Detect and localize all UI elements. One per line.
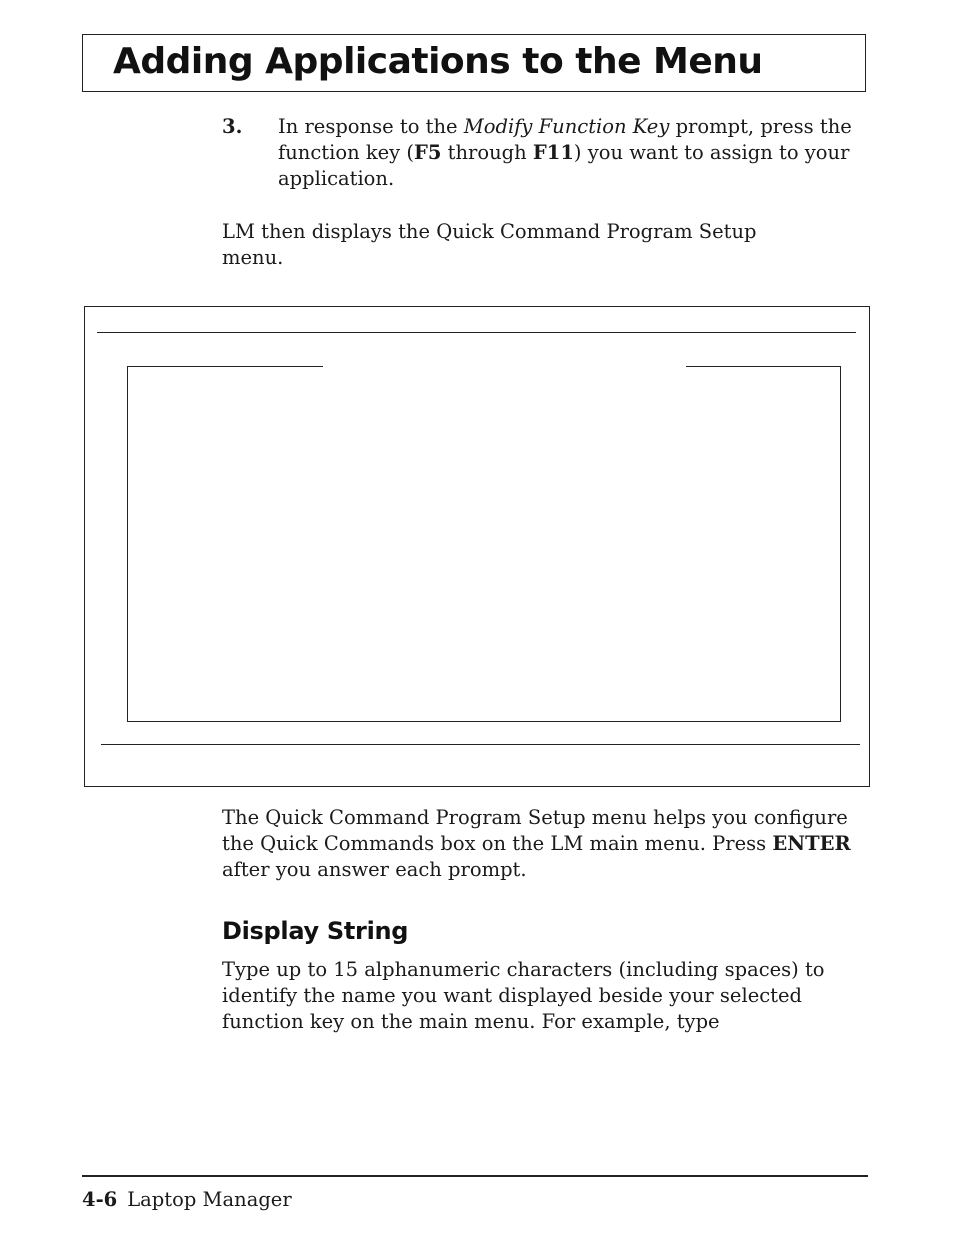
section-heading: Display String [222, 917, 409, 945]
manual-title: Laptop Manager [127, 1188, 292, 1211]
step-text-after: ) you want to assign to your application. [278, 141, 850, 190]
page-title: Adding Applications to the Menu [113, 41, 763, 82]
page-title-box [82, 34, 866, 92]
description-paragraph [222, 805, 872, 883]
page-footer [82, 1188, 292, 1211]
step-text-mid2: through [441, 141, 533, 164]
setup-menu-top-right-border [686, 366, 841, 367]
description-text-before: The Quick Command Program Setup menu helps you configure the Quick Commands box on the LM main menu. Press [222, 806, 848, 855]
key-end: F11 [532, 141, 574, 164]
section-body: Type up to 15 alphanumeric characters (including spaces) to identify the name you want displayed beside your selected function key on the main menu. For example, type [222, 958, 825, 1033]
step-number: 3. [222, 115, 243, 138]
page-number: 4-6 [82, 1188, 118, 1211]
setup-menu-box [127, 366, 841, 722]
description-text-after: after you answer each prompt. [222, 858, 527, 881]
screen-top-divider [97, 332, 856, 333]
step-text-before: In response to the [278, 115, 464, 138]
prompt-name: Modify Function Key [463, 115, 670, 138]
setup-menu-top-left-border [127, 366, 323, 367]
step-text-mid1: prompt, press the function key ( [278, 115, 852, 164]
footer-rule [82, 1175, 868, 1177]
screen-bottom-divider [101, 744, 860, 745]
step-text [278, 114, 868, 192]
enter-key: ENTER [772, 832, 851, 855]
intro-paragraph: LM then displays the Quick Command Program Setup menu. [222, 220, 757, 269]
key-start: F5 [414, 141, 442, 164]
